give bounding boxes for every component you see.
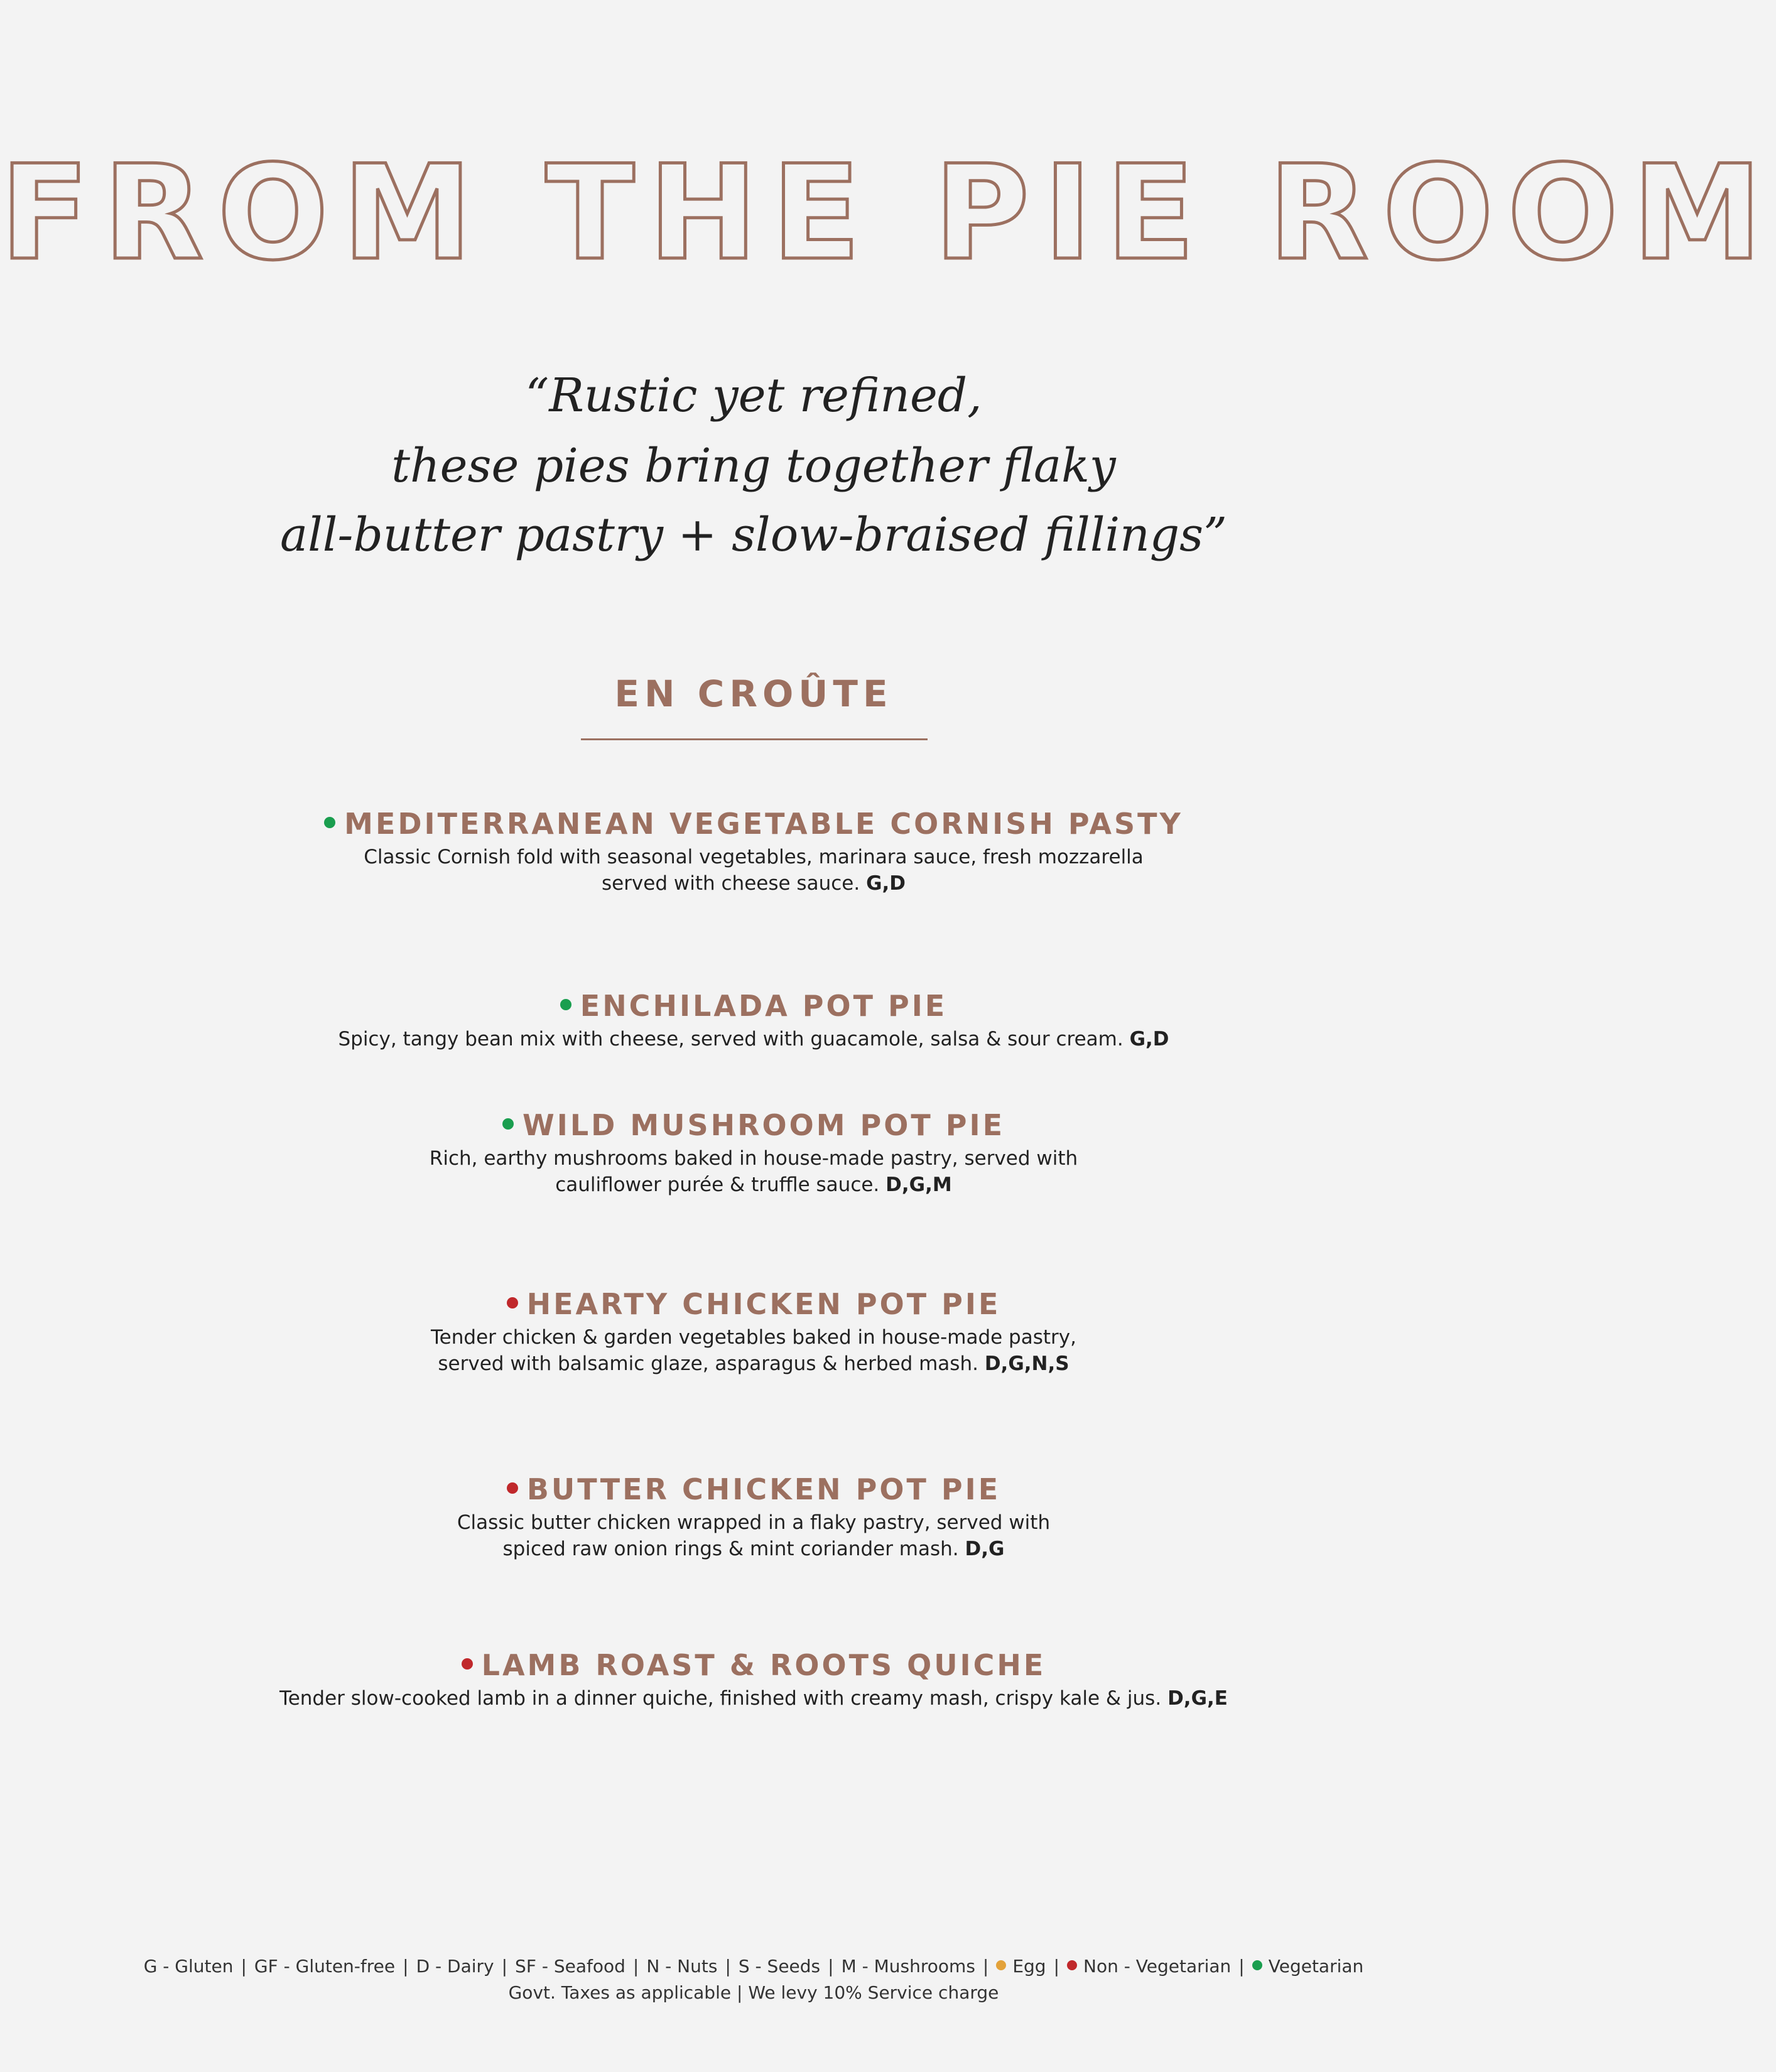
menu-item-description: [0, 1685, 1507, 1712]
menu-item-name: LAMB ROAST & ROOTS QUICHE: [481, 1648, 1046, 1682]
legend-entry: D - Dairy: [416, 1956, 494, 1977]
menu-item-description: Tender chicken & garden vegetables baked in house-made pastry,: [431, 1326, 1076, 1349]
legend-line: [0, 1953, 1507, 1980]
legend-separator: |: [1238, 1956, 1245, 1977]
description-text: Tender slow-cooked lamb in a dinner quiche, finished with creamy mash, crispy kale & jus.: [279, 1687, 1162, 1710]
menu-item-description: [0, 1026, 1507, 1052]
menu-item-description: [0, 1536, 1507, 1562]
menu-item-description: Classic butter chicken wrapped in a flaky pastry, served with: [457, 1511, 1051, 1534]
legend-entry: M - Mushrooms: [841, 1956, 975, 1977]
legend-separator: |: [241, 1956, 247, 1977]
orange-dot-icon: [996, 1960, 1006, 1970]
quote-line: these pies bring together flaky: [391, 439, 1116, 493]
description-text: served with balsamic glaze, asparagus & herbed mash.: [438, 1352, 978, 1375]
green-dot-icon: [502, 1118, 514, 1130]
legend-entry: Vegetarian: [1268, 1956, 1364, 1977]
green-dot-icon: [560, 999, 571, 1010]
legend-separator: |: [982, 1956, 989, 1977]
legend-separator: |: [632, 1956, 639, 1977]
section-heading: EN CROÛTE: [614, 672, 893, 715]
quote-line: all-butter pastry + slow-braised fillings”: [279, 508, 1227, 562]
legend-entry: G - Gluten: [143, 1956, 234, 1977]
legend-entry: Egg: [1012, 1956, 1046, 1977]
menu-item-name: MEDITERRANEAN VEGETABLE CORNISH PASTY: [344, 807, 1183, 841]
menu-item: [0, 1469, 1507, 1562]
legend-separator: |: [828, 1956, 834, 1977]
legend-separator: |: [1053, 1956, 1060, 1977]
menu-item-title: [0, 986, 1507, 1026]
menu-item-name: WILD MUSHROOM POT PIE: [522, 1108, 1005, 1142]
description-text: Spicy, tangy bean mix with cheese, served with guacamole, salsa & sour cream.: [338, 1028, 1124, 1050]
red-dot-icon: [1067, 1960, 1077, 1970]
description-text: spiced raw onion rings & mint coriander mash.: [502, 1538, 959, 1560]
menu-item-title: [0, 1645, 1507, 1685]
footer-note: Govt. Taxes as applicable | We levy 10% Service charge: [508, 1982, 999, 2003]
menu-item: [0, 1645, 1507, 1712]
menu-item-description: Classic Cornish fold with seasonal vegetables, marinara sauce, fresh mozzarella: [364, 846, 1144, 868]
menu-item-title: [0, 1469, 1507, 1509]
menu-item-description: [0, 870, 1507, 897]
description-text: served with cheese sauce.: [601, 872, 860, 895]
legend-separator: |: [403, 1956, 409, 1977]
legend-separator: |: [725, 1956, 731, 1977]
menu-item-description: [0, 1172, 1507, 1198]
menu-item-description: Rich, earthy mushrooms baked in house-made pastry, served with: [429, 1147, 1078, 1170]
allergen-codes: D,G,N,S: [984, 1352, 1069, 1375]
legend-entry: SF - Seafood: [515, 1956, 625, 1977]
legend-entry: GF - Gluten-free: [254, 1956, 396, 1977]
menu-item-title: [0, 1105, 1507, 1145]
menu-item: [0, 986, 1507, 1052]
legend-entry: S - Seeds: [738, 1956, 821, 1977]
menu-item-name: ENCHILADA POT PIE: [580, 989, 948, 1023]
description-text: cauliflower purée & truffle sauce.: [555, 1174, 880, 1196]
red-dot-icon: [507, 1297, 518, 1308]
menu-item-name: BUTTER CHICKEN POT PIE: [526, 1472, 1001, 1506]
green-dot-icon: [324, 817, 335, 828]
allergen-codes: D,G,E: [1167, 1687, 1228, 1710]
legend-entry: N - Nuts: [646, 1956, 718, 1977]
allergen-codes: G,D: [866, 872, 906, 895]
menu-item: [0, 804, 1507, 897]
allergen-codes: D,G,M: [885, 1174, 952, 1196]
red-dot-icon: [462, 1658, 473, 1670]
allergen-codes: D,G: [965, 1538, 1005, 1560]
allergen-legend: [0, 1953, 1507, 2006]
page-title: FROM THE PIE ROOM: [0, 138, 1776, 289]
quote-line: “Rustic yet refined,: [525, 369, 982, 423]
legend-separator: |: [501, 1956, 508, 1977]
section-divider: [581, 738, 928, 740]
allergen-codes: G,D: [1129, 1028, 1169, 1050]
menu-item-title: [0, 1284, 1507, 1324]
menu-item: [0, 1284, 1507, 1377]
menu-item: [0, 1105, 1507, 1198]
menu-item-title: [0, 804, 1507, 844]
menu-item-name: HEARTY CHICKEN POT PIE: [526, 1287, 1001, 1321]
red-dot-icon: [507, 1482, 518, 1494]
menu-item-description: [0, 1351, 1507, 1377]
legend-entry: Non - Vegetarian: [1083, 1956, 1232, 1977]
green-dot-icon: [1252, 1960, 1262, 1970]
